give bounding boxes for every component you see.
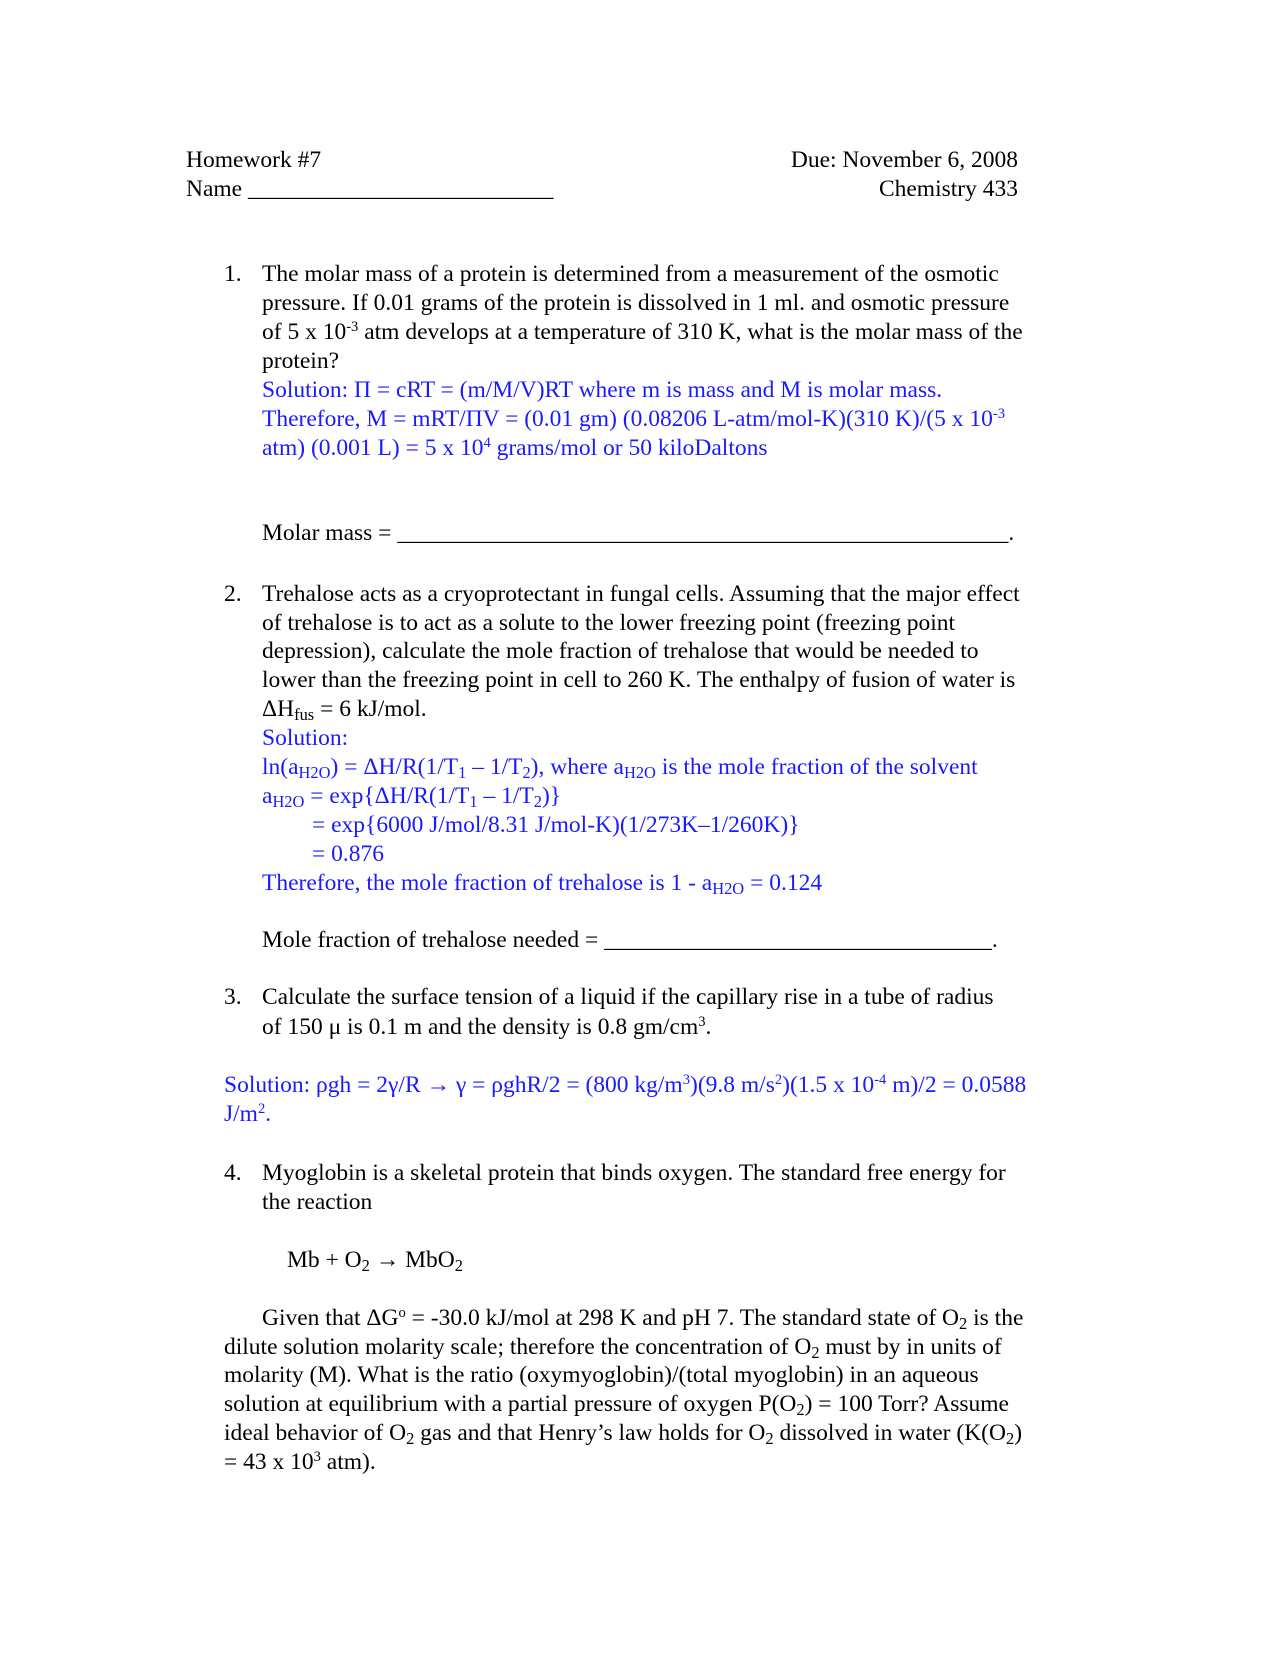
q2-l5a: ΔH xyxy=(262,696,295,722)
q4-p1-sub: 2 xyxy=(959,1314,968,1334)
q2-e2-sub1: 1 xyxy=(469,792,478,812)
q3-s1c: )(1.5 x 10 xyxy=(782,1072,875,1098)
q1-line-1: The molar mass of a protein is determined from a measurement of the osmotic xyxy=(262,261,999,287)
q2-eq-5 xyxy=(262,869,822,898)
q2-e5-sub: H2O xyxy=(712,879,745,899)
q4-rxb: → MbO xyxy=(369,1247,455,1273)
q3-solution-2 xyxy=(224,1100,271,1129)
q2-eq-2 xyxy=(262,782,561,811)
q4-p1c: is the xyxy=(967,1305,1024,1331)
q4-p6b: atm). xyxy=(320,1449,376,1475)
q1-l3a: of 5 x 10 xyxy=(262,319,347,345)
q4-para-3: molarity (M). What is the ratio (oxymyoglobin)/(total myoglobin) in an aqueous xyxy=(224,1362,979,1388)
q4-para-6 xyxy=(224,1448,376,1477)
q1-s2-exp: -3 xyxy=(992,406,1005,422)
q4-p5d: ) xyxy=(1014,1420,1023,1446)
q2-eq-1 xyxy=(262,753,978,782)
q2-e1-sub3: H2O xyxy=(623,763,656,783)
q4-para-1 xyxy=(262,1304,1023,1333)
name-label: Name xyxy=(186,176,243,202)
q3-s1-exp3: -4 xyxy=(874,1072,887,1088)
q1-s2a: Therefore, M = mRT/ΠV = (0.01 gm) (0.08206 L-atm/mol-K)(310 K)/(5 x 10 xyxy=(262,406,993,432)
q2-e1a: ln(a xyxy=(262,754,299,780)
q1-l3-exp: -3 xyxy=(346,319,359,335)
q2-l5-sub: fus xyxy=(294,705,315,725)
q4-p6-exp: 3 xyxy=(313,1449,321,1465)
q4-p5-sub: 2 xyxy=(406,1429,415,1449)
q3-s2b: . xyxy=(265,1101,272,1127)
q1-solution-3 xyxy=(262,434,768,463)
q1-line-3 xyxy=(262,318,1023,347)
q2-e2a: a xyxy=(262,783,273,809)
name-line xyxy=(186,175,554,204)
q2-e1c: – 1/T xyxy=(466,754,523,780)
q4-p5-sub3: 2 xyxy=(1005,1429,1015,1449)
q2-line-2: of trehalose is to act as a solute to the lower freezing point (freezing point xyxy=(262,610,956,636)
q1-s3a: atm) (0.001 L) = 5 x 10 xyxy=(262,435,484,461)
q1-answer-blank: ____________________________________________________. xyxy=(397,520,1015,546)
q1-solution-2 xyxy=(262,405,1005,434)
q3-s1-exp2: 2 xyxy=(774,1072,783,1088)
q2-e1d: ), where a xyxy=(530,754,624,780)
q3-solution-1 xyxy=(224,1071,1026,1100)
q1-s3b: grams/mol or 50 kiloDaltons xyxy=(490,435,768,461)
q2-number: 2. xyxy=(224,581,242,607)
q2-e5b: = 0.124 xyxy=(744,870,823,896)
q1-s3-exp: 4 xyxy=(483,435,491,451)
q4-rxa: Mb + O xyxy=(287,1247,362,1273)
q2-line-1: Trehalose acts as a cryoprotectant in fungal cells. Assuming that the major effect xyxy=(262,581,1020,607)
q2-e1-sub2: 2 xyxy=(522,763,531,783)
q3-s1d: m)/2 = 0.0588 xyxy=(886,1072,1027,1098)
q4-rx-sub2: 2 xyxy=(454,1256,463,1276)
q2-e2-sub2: 2 xyxy=(533,792,542,812)
q2-line-3: depression), calculate the mole fraction of trehalose that would be needed to xyxy=(262,638,979,664)
q2-answer-line xyxy=(262,926,998,955)
q4-p5a: ideal behavior of O xyxy=(224,1420,407,1446)
q3-l2b: . xyxy=(705,1014,712,1040)
name-blank: __________________________ xyxy=(248,176,554,202)
homework-title: Homework #7 xyxy=(186,147,322,173)
q3-s2a: J/m xyxy=(224,1101,258,1127)
q1-answer-label: Molar mass = xyxy=(262,520,398,546)
q4-line-2: the reaction xyxy=(262,1189,373,1215)
q4-para-5 xyxy=(224,1419,1022,1448)
q3-s1-exp1: 3 xyxy=(682,1072,690,1088)
q2-l5b: = 6 kJ/mol. xyxy=(314,696,427,722)
q4-p4-sub: 2 xyxy=(796,1400,805,1420)
q2-solution-label: Solution: xyxy=(262,725,349,751)
q2-answer-label: Mole fraction of trehalose needed = xyxy=(262,927,605,953)
q3-s1a: Solution: ρgh = 2γ/R → γ = ρghR/2 = (800 kg/m xyxy=(224,1072,683,1098)
q2-eq-3: = exp{6000 J/mol/8.31 J/mol-K)(1/273K–1/260K)} xyxy=(312,812,800,838)
q2-e2-sub: H2O xyxy=(272,792,305,812)
q2-e1e: is the mole fraction of the solvent xyxy=(655,754,978,780)
q4-p5b: gas and that Henry’s law holds for O xyxy=(414,1420,766,1446)
q3-number: 3. xyxy=(224,984,242,1010)
q1-line-2: pressure. If 0.01 grams of the protein is dissolved in 1 ml. and osmotic pressure xyxy=(262,290,1010,316)
q1-solution-1: Solution: Π = cRT = (m/M/V)RT where m is mass and M is molar mass. xyxy=(262,377,943,403)
q4-reaction xyxy=(287,1246,463,1275)
q4-p2b: must by in units of xyxy=(819,1334,1002,1360)
q4-number: 4. xyxy=(224,1160,242,1186)
q2-e2d: )} xyxy=(541,783,562,809)
q1-line-4: protein? xyxy=(262,348,339,374)
q4-p4b: ) = 100 Torr? Assume xyxy=(804,1391,1009,1417)
q2-e1-sub1: 1 xyxy=(458,763,467,783)
due-date: Due: November 6, 2008 xyxy=(790,147,1018,173)
q4-p2-sub: 2 xyxy=(811,1343,820,1363)
q2-e1b: ) = ΔH/R(1/T xyxy=(330,754,459,780)
q4-p4a: solution at equilibrium with a partial pressure of oxygen P(O xyxy=(224,1391,797,1417)
q4-line-1: Myoglobin is a skeletal protein that binds oxygen. The standard free energy for xyxy=(262,1160,1006,1186)
course-name: Chemistry 433 xyxy=(878,176,1018,202)
q2-answer-blank: _________________________________. xyxy=(604,927,998,953)
q1-answer-line xyxy=(262,519,1014,548)
q3-line-1: Calculate the surface tension of a liquid if the capillary rise in a tube of radius xyxy=(262,984,994,1010)
q2-e1-sub: H2O xyxy=(298,763,331,783)
q2-e5a: Therefore, the mole fraction of trehalose is 1 - a xyxy=(262,870,713,896)
q4-p6a: = 43 x 10 xyxy=(224,1449,314,1475)
q2-e2b: = exp{ΔH/R(1/T xyxy=(304,783,470,809)
q3-line-2 xyxy=(262,1013,711,1042)
q2-eq-4: = 0.876 xyxy=(312,841,385,867)
q4-p5-sub2: 2 xyxy=(765,1429,774,1449)
q4-p1b: = -30.0 kJ/mol at 298 K and pH 7. The standard state of O xyxy=(405,1305,960,1331)
q4-para-4 xyxy=(224,1390,1009,1419)
q3-s2-exp: 2 xyxy=(257,1101,266,1117)
q3-s1b: )(9.8 m/s xyxy=(690,1072,775,1098)
q3-l2a: of 150 μ is 0.1 m and the density is 0.8 gm/cm xyxy=(262,1014,699,1040)
q2-e2c: – 1/T xyxy=(477,783,534,809)
q4-p2a: dilute solution molarity scale; therefore the concentration of O xyxy=(224,1334,812,1360)
q4-rx-sub1: 2 xyxy=(361,1256,370,1276)
q4-p1a: Given that ΔG xyxy=(262,1305,399,1331)
q2-line-4: lower than the freezing point in cell to 260 K. The enthalpy of fusion of water is xyxy=(262,667,1016,693)
q3-l2-exp: 3 xyxy=(698,1014,706,1030)
q4-p1-exp: o xyxy=(398,1305,406,1321)
q4-p5c: dissolved in water (K(O xyxy=(773,1420,1006,1446)
q2-line-5 xyxy=(262,695,427,724)
q1-number: 1. xyxy=(224,261,242,287)
q4-para-2 xyxy=(224,1333,1002,1362)
q1-l3b: atm develops at a temperature of 310 K, what is the molar mass of the xyxy=(358,319,1023,345)
